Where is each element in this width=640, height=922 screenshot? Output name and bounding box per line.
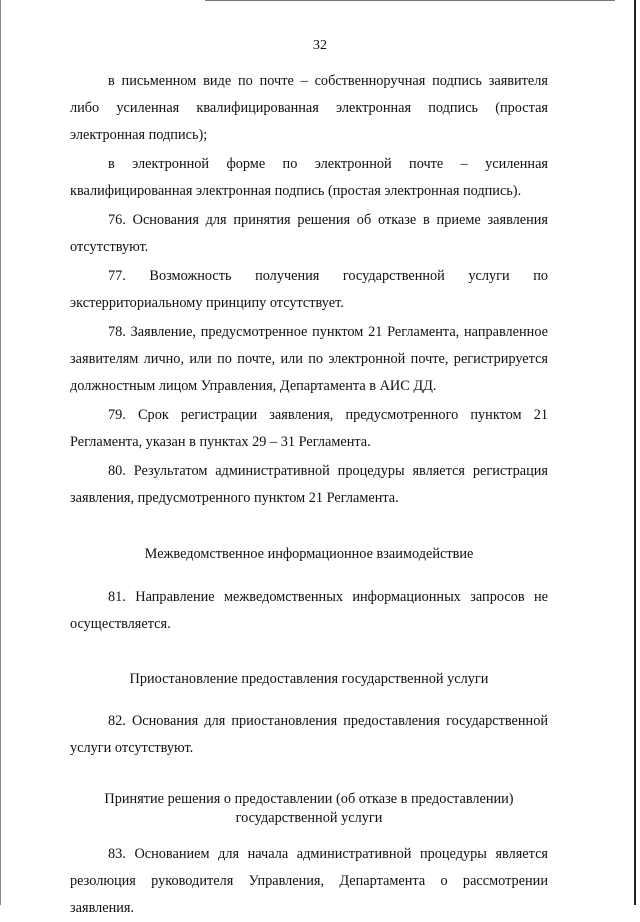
section-heading-decision-line2: государственной услуги xyxy=(235,810,383,826)
paragraph-82: 82. Основания для приостановления предоставления государственной услуги отсутствуют. xyxy=(70,713,548,756)
paragraph-signature-mail: в письменном виде по почте – собственноручная подпись заявителя либо усиленная квалифицированная электронная подпись (простая электронная подпись); xyxy=(70,73,548,143)
scan-edge-top xyxy=(205,0,615,1)
section-heading-interagency: Межведомственное информационное взаимодействие xyxy=(144,546,474,562)
paragraph-signature-email: в электронной форме по электронной почте – усиленная квалифицированная электронная подпись (простая электронная подпись). xyxy=(70,156,548,199)
paragraph-76: 76. Основания для принятия решения об отказе в приеме заявления отсутствуют. xyxy=(70,212,548,255)
paragraph-78: 78. Заявление, предусмотренное пунктом 21 Регламента, направленное заявителям лично, или по почте, или по электронной почте, регистрируется должностным лицом Управления, Департамента в АИС ДД. xyxy=(70,324,548,394)
paragraph-83: 83. Основанием для начала административной процедуры является резолюция руководителя Управления, Департамента о рассмотрении заявления. xyxy=(70,846,548,916)
page-number: 32 xyxy=(313,38,327,53)
section-heading-suspension: Приостановление предоставления государственной услуги xyxy=(129,671,489,687)
paragraph-81: 81. Направление межведомственных информационных запросов не осуществляется. xyxy=(70,589,548,632)
section-heading-decision xyxy=(70,790,548,828)
section-heading-decision-line1: Принятие решения о предоставлении (об отказе в предоставлении) xyxy=(104,791,514,807)
document-body xyxy=(70,68,548,922)
scan-edge-right xyxy=(634,0,636,905)
paragraph-77: 77. Возможность получения государственной услуги по экстерриториальному принципу отсутствует. xyxy=(70,268,548,311)
paragraph-79: 79. Срок регистрации заявления, предусмотренного пунктом 21 Регламента, указан в пунктах 29 – 31 Регламента. xyxy=(70,407,548,450)
paragraph-80: 80. Результатом административной процедуры является регистрация заявления, предусмотренного пунктом 21 Регламента. xyxy=(70,463,548,506)
scan-edge-left xyxy=(0,0,1,905)
